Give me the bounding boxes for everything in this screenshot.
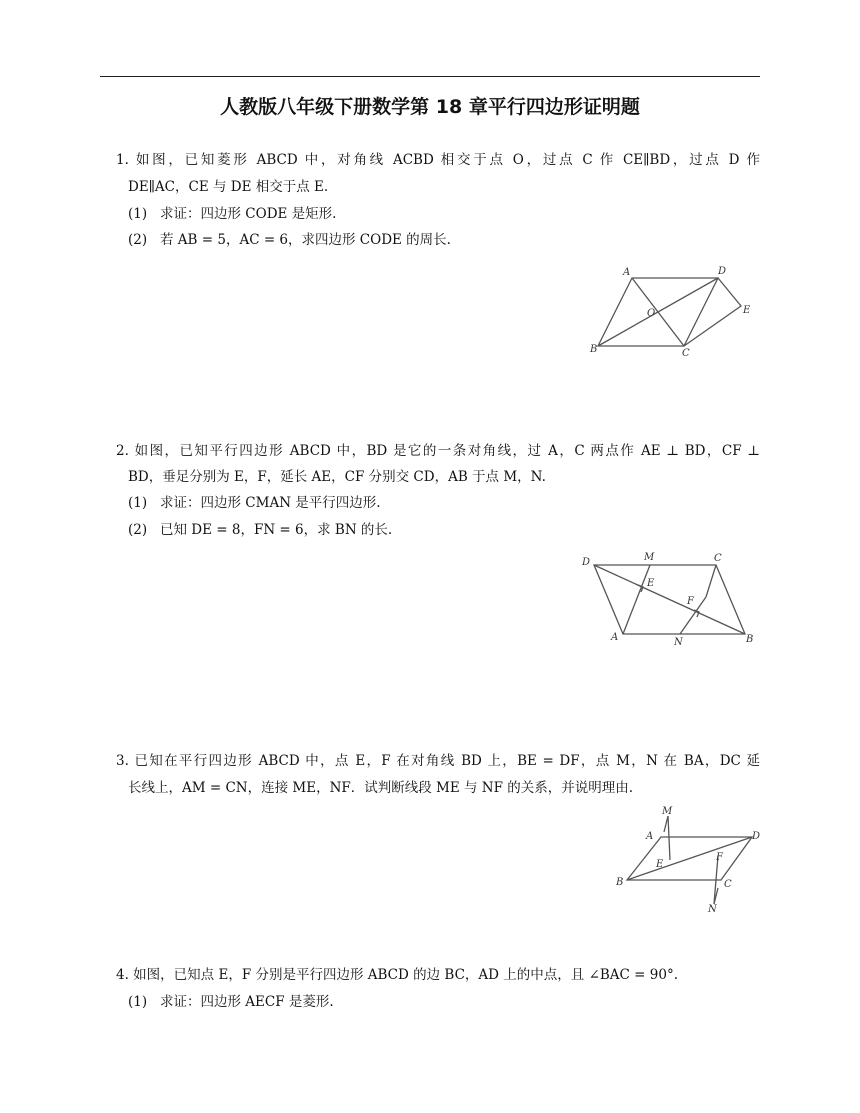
diagonal-bd (627, 837, 752, 880)
problem-1-part-1-text: 求证：四边形 CODE 是矩形. (160, 206, 337, 222)
label-a: A (611, 632, 619, 643)
label-d: D (582, 557, 591, 568)
problem-1-part-2-label: (2) (128, 232, 148, 248)
label-a: A (623, 267, 631, 278)
label-f: F (687, 596, 694, 607)
problem-1-part-2-text: 若 AB = 5，AC = 6，求四边形 CODE 的周长. (160, 232, 451, 248)
label-b: B (616, 877, 624, 888)
problem-4-line-1: 4. 如图，已知点 E，F 分别是平行四边形 ABCD 的边 BC，AD 上的中点，且 ∠BAC = 90°. (116, 967, 679, 983)
label-d: D (752, 831, 761, 842)
label-b: B (746, 634, 754, 645)
problem-1-line-1: 1. 如图，已知菱形 ABCD 中，对角线 ACBD 相交于点 O，过点 C 作 CE∥BD，过点 D 作 (116, 152, 760, 168)
label-e: E (656, 859, 664, 870)
segment-am (623, 565, 650, 634)
problem-2-line-2: BD，垂足分别为 E，F，延长 AE，CF 分别交 CD，AB 于点 M，N. (128, 469, 546, 485)
label-e: E (743, 305, 751, 316)
label-c: C (724, 879, 732, 890)
label-a: A (646, 831, 654, 842)
segment-am (664, 816, 668, 832)
diagonal-bd (598, 278, 718, 346)
label-b: B (590, 344, 598, 355)
problem-3-line-2: 长线上，AM = CN，连接 ME，NF．试判断线段 ME 与 NF 的关系，并说明理由. (128, 780, 634, 796)
problem-2-part-2-text: 已知 DE = 8，FN = 6，求 BN 的长. (160, 522, 393, 538)
figure-2-parallelogram (578, 548, 760, 648)
page-title: 人教版八年级下册数学第 18 章平行四边形证明题 (220, 96, 640, 118)
label-o: O (647, 308, 656, 319)
segment-me (668, 816, 670, 860)
problem-2-line-1: 2. 如图，已知平行四边形 ABCD 中，BD 是它的一条对角线，过 A，C 两点作 AE ⊥ BD，CF ⊥ (116, 443, 760, 459)
problem-2-part-1-text: 求证：四边形 CMAN 是平行四边形. (160, 495, 381, 511)
diagonal-bd (594, 565, 745, 634)
problem-2-part-2-label: (2) (128, 522, 148, 538)
label-c: C (714, 553, 722, 564)
problem-4-part-1-text: 求证：四边形 AECF 是菱形. (160, 994, 334, 1010)
problem-1-line-2: DE∥AC，CE 与 DE 相交于点 E. (128, 179, 329, 195)
label-c: C (682, 348, 690, 359)
label-e: E (647, 578, 655, 589)
problem-1-part-1-label: (1) (128, 206, 148, 222)
figure-1-rhombus (585, 260, 760, 360)
problem-2-part-1-label: (1) (128, 495, 148, 511)
header-rule (100, 76, 760, 77)
label-n: N (708, 904, 717, 915)
label-f: F (716, 852, 723, 863)
figure-3-parallelogram (612, 804, 762, 914)
problem-3-line-1: 3. 已知在平行四边形 ABCD 中，点 E，F 在对角线 BD 上，BE = DF，点 M，N 在 BA，DC 延 (116, 753, 760, 769)
label-m: M (662, 806, 673, 817)
problem-4-part-1-label: (1) (128, 994, 148, 1010)
label-d: D (718, 266, 727, 277)
label-n: N (674, 637, 683, 648)
segment-cf (706, 565, 716, 597)
label-m: M (644, 552, 655, 563)
